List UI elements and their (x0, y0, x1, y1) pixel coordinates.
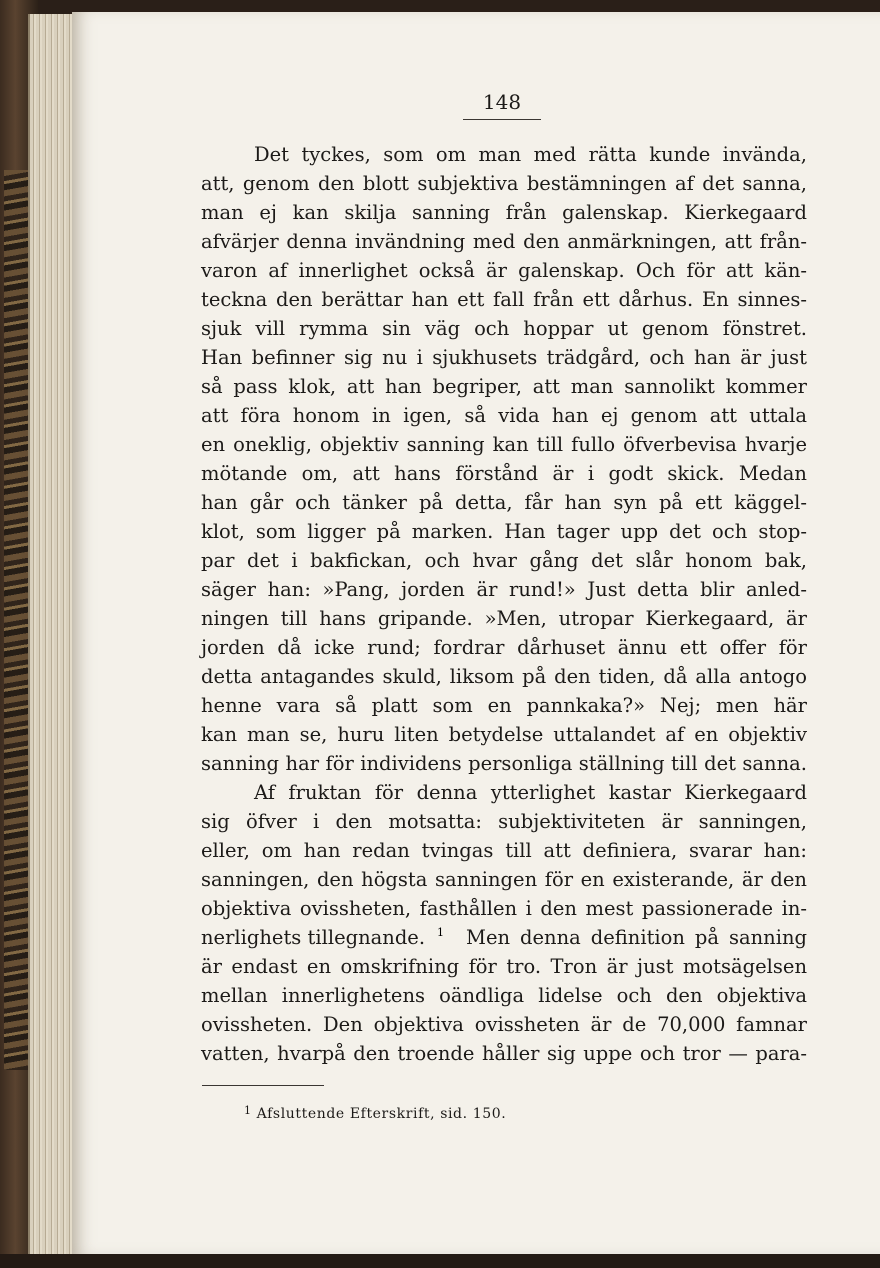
page-number: 148 (482, 90, 522, 114)
marbled-binding (4, 170, 30, 1070)
text-line: sanningen, den högsta sanningen för en existerande, är den (201, 868, 807, 891)
text-line: att, genom den blott subjektiva bestämningen af det sanna, (201, 172, 807, 195)
text-line: objektiva ovissheten, fasthållen i den mest passionerade in- (201, 897, 807, 920)
page-edges (28, 14, 78, 1254)
text-line: vatten, hvarpå den troende håller sig uppe och tror — para- (201, 1042, 807, 1065)
text-line: detta antagandes skuld, liksom på den tiden, då alla antogo (201, 665, 807, 688)
bottom-shadow (0, 1254, 880, 1268)
footnote (244, 1104, 644, 1124)
text-line: mellan innerlighetens oändliga lidelse och den objektiva (201, 984, 807, 1007)
text-line: sjuk vill rymma sin väg och hoppar ut genom fönstret. (201, 317, 807, 340)
footnote-reference: 1 (437, 926, 444, 939)
text-line: jorden då icke rund; fordrar dårhuset ännu ett offer för (201, 636, 807, 659)
text-line: eller, om han redan tvingas till att definiera, svarar han: (201, 839, 807, 862)
footnote-rule (202, 1085, 324, 1086)
text-line: klot, som ligger på marken. Han tager upp det och stop- (201, 520, 807, 543)
text-line: Af fruktan för denna ytterlighet kastar Kierkegaard (254, 781, 807, 804)
footnote-marker: 1 (244, 1104, 252, 1117)
text-line: Han befinner sig nu i sjukhusets trädgård, och han är just (201, 346, 807, 369)
text-line: han går och tänker på detta, får han syn på ett käggel- (201, 491, 807, 514)
text-line: afvärjer denna invändning med den anmärkningen, att från- (201, 230, 807, 253)
text-line: en oneklig, objektiv sanning kan till fullo öfverbevisa hvarje (201, 433, 807, 456)
text-line: mötande om, att hans förstånd är i godt skick. Medan (201, 462, 807, 485)
text-line: par det i bakfickan, och hvar gång det slår honom bak, (201, 549, 807, 572)
text-line: man ej kan skilja sanning från galenskap. Kierkegaard (201, 201, 807, 224)
text-line: Men denna definition på sanning (466, 926, 807, 949)
text-line: så pass klok, att han begriper, att man sannolikt kommer (201, 375, 807, 398)
text-line: sanning har för individens personliga ställning till det sanna. (201, 752, 807, 775)
text-line: ovissheten. Den objektiva ovissheten är de 70,000 famnar (201, 1013, 807, 1036)
text-line: nerlighets tillegnande. (201, 926, 426, 949)
text-line: sig öfver i den motsatta: subjektiviteten är sanningen, (201, 810, 807, 833)
footnote-text: Afsluttende Efterskrift, sid. 150. (256, 1106, 507, 1122)
text-line: varon af innerlighet också är galenskap. Och för att kän- (201, 259, 807, 282)
text-line: är endast en omskrifning för tro. Tron är just motsägelsen (201, 955, 807, 978)
page-number-rule (463, 119, 541, 120)
text-line: kan man se, huru liten betydelse uttalandet af en objektiv (201, 723, 807, 746)
text-line: Det tyckes, som om man med rätta kunde invända, (254, 143, 807, 166)
text-line: ningen till hans gripande. »Men, utropar Kierkegaard, är (201, 607, 807, 630)
text-line: att föra honom in igen, så vida han ej genom att uttala (201, 404, 807, 427)
text-line: henne vara så platt som en pannkaka?» Nej; men här (201, 694, 807, 717)
top-shadow (0, 0, 880, 12)
text-line: säger han: »Pang, jorden är rund!» Just detta blir anled- (201, 578, 807, 601)
text-line: teckna den berättar han ett fall från ett dårhus. En sinnes- (201, 288, 807, 311)
